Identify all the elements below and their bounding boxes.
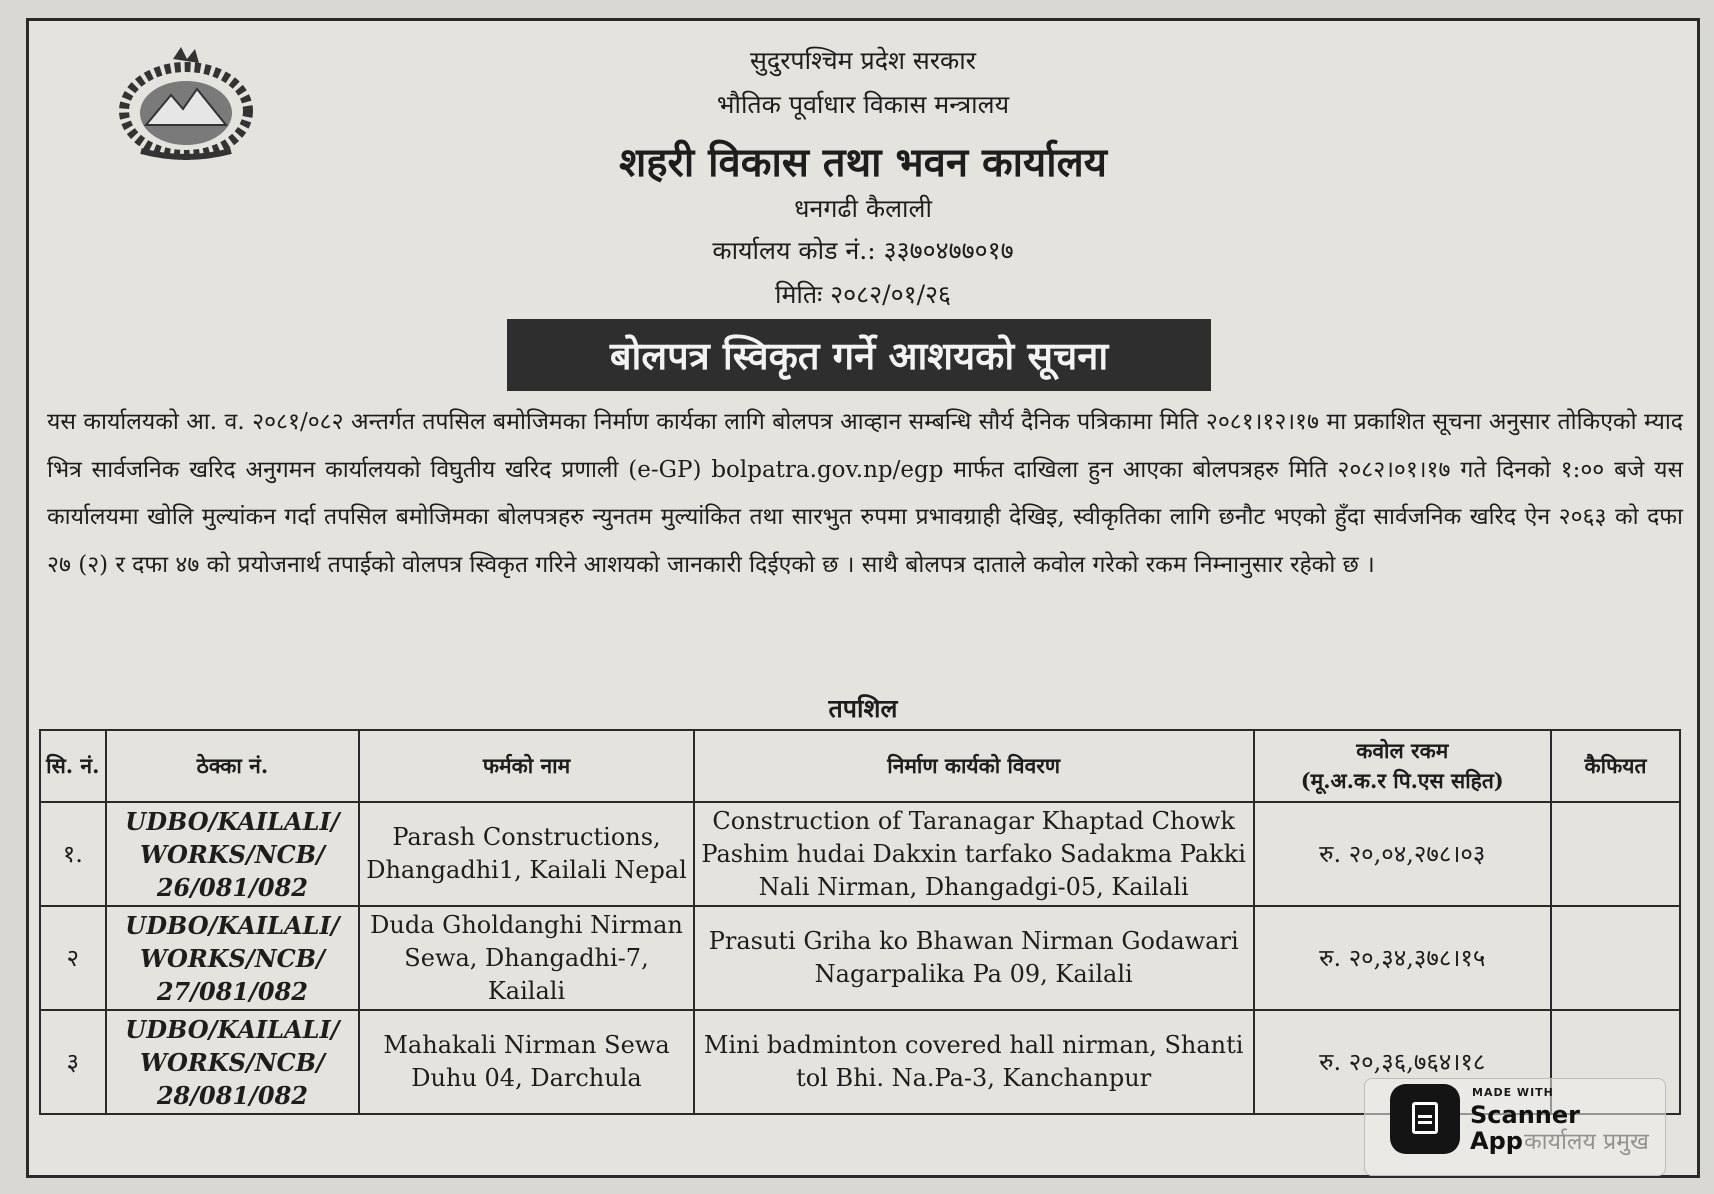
scanner-app-icon xyxy=(1390,1084,1460,1154)
header-remarks: कैफियत xyxy=(1551,730,1680,802)
watermark-app-name: Scanner App xyxy=(1470,1101,1580,1155)
row-amount: रु. २०,३४,३७८।१५ xyxy=(1254,906,1551,1010)
header-sn: सि. नं. xyxy=(40,730,106,802)
header-amount-line1: कवोल रकम xyxy=(1356,738,1449,763)
header-firm: फर्मको नाम xyxy=(359,730,694,802)
header-work: निर्माण कार्यको विवरण xyxy=(694,730,1254,802)
office-name: शहरी विकास तथा भवन कार्यालय xyxy=(619,139,1107,186)
row-firm: Duda Gholdanghi Nirman Sewa, Dhangadhi-7, Kailali xyxy=(359,906,694,1010)
row-contract-no: UDBO/KAILALI/ WORKS/NCB/ 27/081/082 xyxy=(106,906,360,1010)
row-sn: १. xyxy=(40,802,106,906)
row-contract-no: UDBO/KAILALI/ WORKS/NCB/ 26/081/082 xyxy=(106,802,360,906)
row-work: Construction of Taranagar Khaptad Chowk Pashim hudai Dakxin tarfako Sadakma Pakki Nali Nirman, Dhangadgi-05, Kailali xyxy=(694,802,1254,906)
bid-table xyxy=(39,729,1681,1115)
row-amount: रु. २०,०४,२७८।०३ xyxy=(1254,802,1551,906)
table-row xyxy=(40,906,1680,1010)
table-row xyxy=(40,802,1680,906)
header-contract-no: ठेक्का नं. xyxy=(106,730,360,802)
table-header-row xyxy=(40,730,1680,802)
header-amount xyxy=(1254,730,1551,802)
row-work: Prasuti Griha ko Bhawan Nirman Godawari Nagarpalika Pa 09, Kailali xyxy=(694,906,1254,1010)
row-sn: २ xyxy=(40,906,106,1010)
office-location: धनगढी कैलाली xyxy=(794,194,932,223)
header-amount-line2: (मू.अ.क.र पि.एस सहित) xyxy=(1300,768,1504,793)
row-firm: Parash Constructions, Dhangadhi1, Kailali Nepal xyxy=(359,802,694,906)
row-work: Mini badminton covered hall nirman, Shanti tol Bhi. Na.Pa-3, Kanchanpur xyxy=(694,1010,1254,1114)
row-remarks xyxy=(1551,906,1680,1010)
government-name: सुदुरपश्चिम प्रदेश सरकार xyxy=(750,46,976,75)
row-remarks xyxy=(1551,802,1680,906)
row-sn: ३ xyxy=(40,1010,106,1114)
notice-date: मितिः २०८२/०१/२६ xyxy=(775,280,951,309)
office-code: कार्यालय कोड नं.: ३३७०४७७०१७ xyxy=(712,236,1014,265)
table-title: तपशिल xyxy=(828,694,898,723)
notice-page xyxy=(26,18,1700,1178)
row-firm: Mahakali Nirman Sewa Duhu 04, Darchula xyxy=(359,1010,694,1114)
notice-body: यस कार्यालयको आ. व. २०८१/०८२ अन्तर्गत तपसिल बमोजिमका निर्माण कार्यका लागि बोलपत्र आव्हान सम्बन्धि सौर्य दैनिक पत्रिकामा मिति २०८१।१२।१७ मा प्रकाशित सूचना अनुसार तोकिएको म्याद भित्र सार्वजनिक खरिद अनुगमन कार्यालयको विघुतीय खरिद प्रणाली (e-GP) bolpatra.gov.np/egp मार्फत दाखिला हुन आएका बोलपत्रहरु मिति २०८२।०१।१७ गते दिनको १:०० बजे यस कार्यालयमा खोलि मुल्यांकन गर्दा तपसिल बमोजिमका बोलपत्रहरु न्युनतम मुल्यांकित तथा सारभुत रुपमा प्रभावग्राही देखिइ, स्वीकृतिका लागि छनौट भएको हुँदा सार्वजनिक खरिद ऐन २०६३ को दफा २७ (२) र दफा ४७ को प्रयोजनार्थ तपाईको वोलपत्र स्विकृत गरिने आशयको जानकारी दिईएको छ । साथै बोलपत्र दाताले कवोल गरेको रकम निम्नानुसार रहेको छ । xyxy=(47,409,1683,578)
ministry-name: भौतिक पूर्वाधार विकास मन्त्रालय xyxy=(716,90,1010,119)
watermark-made-with: MADE WITH xyxy=(1472,1086,1554,1099)
row-contract-no: UDBO/KAILALI/ WORKS/NCB/ 28/081/082 xyxy=(106,1010,360,1114)
row-amount: रु. २०,३६,७६४।१८ xyxy=(1254,1010,1551,1114)
notice-title: बोलपत्र स्विकृत गर्ने आशयको सूचना xyxy=(507,319,1211,391)
